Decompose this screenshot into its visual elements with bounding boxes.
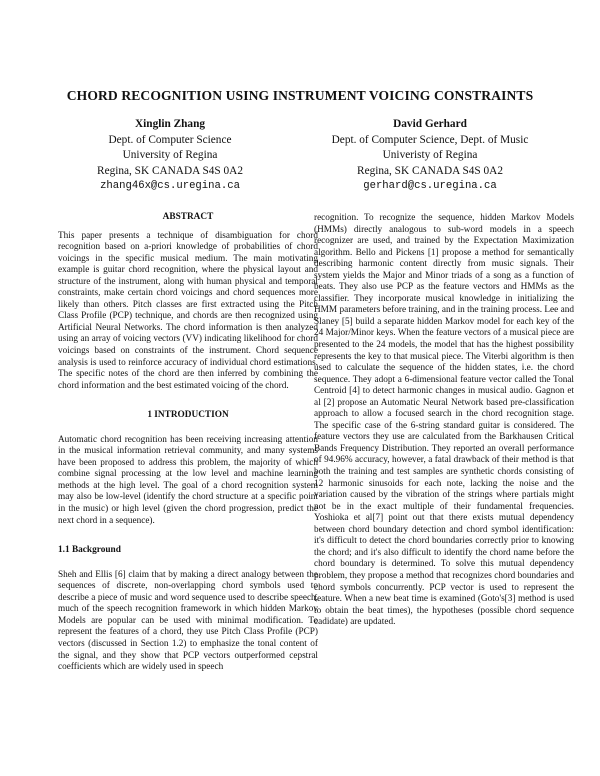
- author-name: David Gerhard: [393, 118, 467, 130]
- right-column: [314, 213, 574, 629]
- author-institution: Univeristy of Regina: [382, 149, 478, 161]
- background-text-left: Sheh and Ellis [6] claim that by making a direct analogy between the sequences of discrete, non-overlapping chord symbols used to describe a piece of music and word sequence used to describe speech, much of the speech recognition framework in which hidden Markov Models are popular can be used with minimal modification. To represent the features of a chord, they use Pitch Class Profile (PCP) vectors (discussed in Section 1.2) to emphasize the tonal content of the signal, and they show that PCP vectors outperformed cepstral coefficients which are widely used in speech: [58, 569, 318, 673]
- author-department: Dept. of Computer Science, Dept. of Music: [331, 133, 529, 146]
- introduction-text: Automatic chord recognition has been receiving increasing attention in the musical information retrieval community, and many systems have been proposed to address this problem, the majority of which combine signal processing at the low level and machine learning methods at the high level. The goal of a chord recognition system may also be low-level (identify the chord structure at a specific point in the music) or high level (given the chord progression, predict the next chord in a sequence).: [58, 434, 318, 526]
- abstract-text: This paper presents a technique of disambiguation for chord recognition based on a-priori knowledge of probabilities of chord voicings in the specific musical medium. The main motivating example is guitar chord recognition, where the physical layout and structure of the instrument, along with human physical and temporal constraints, make certain chord voicings and chord sequences more likely than others. Pitch classes are first extracted using the Pitch Class Profile (PCP) technique, and chords are then recognized using Artificial Neural Networks. The chord information is then analyzed using an array of voicing vectors (VV) indicating likelihood for chord voicings based on constraints of the instrument. Chord sequence analysis is used to reinforce accuracy of individual chord estimations. The specific notes of the chord are then inferred by combining the chord information and the best estimated voicing of the chord.: [58, 230, 318, 391]
- author-institution: University of Regina: [122, 149, 218, 161]
- author-department: Dept. of Computer Science: [108, 133, 232, 146]
- abstract-heading: ABSTRACT: [162, 212, 214, 222]
- introduction-heading: 1 INTRODUCTION: [147, 410, 229, 421]
- paper-title: CHORD RECOGNITION USING INSTRUMENT VOICING CONSTRAINTS: [66, 88, 534, 103]
- background-text-right: recognition. To recognize the sequence, hidden Markov Models (HMMs) directly analogous to sub-word models in a speech recognizer are used, and trained by the Expectation Maximization algorithm. Bello and Pickens [1] propose a method for semantically describing harmonic content directly from music signals. Their system yields the Major and Minor triads of a song as a function of beats. They also use PCP as the feature vectors and HMMs as the classifier. They incorporate musical knowledge in initializing the HMM parameters before training, and in the training process. Lee and Slaney [5] build a separate hidden Markov model for each key of the 24 Major/Minor keys. When the feature vectors of a musical piece are presented to the 24 models, the model that has the highest possibility represents the key to that musical piece. The Viterbi algorithm is then used to calculate the sequence of the hidden states, i.e. the chord sequence. They adopt a 6-dimensional feature vector called the Tonal Centroid [4] to detect harmonic changes in musical audio. Gagnon et al [2] propose an Automatic Neural Network based pre-classification approach to allow a focused search in the chord recognition stage. The specific case of the 6-string standard guitar is considered. The feature vectors they use are calculated from the Barkhausen Critical Bands Frequency Distribution. They reported an overall performance of 94.96% accuracy, however, a fatal drawback of their method is that both the training and test samples are synthetic chords consisting of 12 harmonic sinusoids for each note, lacking the noise and the variation caused by the vibration of the strings where partials might not be in the exact multiple of their fundamental frequencies. Yoshioka et al[7] point out that there exists mutual dependency between chord boundary detection and chord symbol identification: it's difficult to detect the chord boundaries correctly prior to knowing the chord; and it's also difficult to identify the chord name before the chord boundary is determined. To solve this mutual dependency problem, they propose a method that recognizes chord boundaries and chord symbols concurrently. PCP vector is used to represent the feature. When a new beat time is examined (Goto's[3] method is used to obtain the beat times), the hypotheses (possible chord sequence cadidate) are updated.: [314, 213, 574, 628]
- author-email: zhang46x@cs.uregina.ca: [100, 180, 240, 192]
- author-address: Regina, SK CANADA S4S 0A2: [97, 164, 243, 177]
- author-name: Xinglin Zhang: [134, 118, 205, 130]
- author-block-1: [40, 117, 300, 195]
- author-block-2: [300, 117, 560, 195]
- author-address: Regina, SK CANADA S4S 0A2: [357, 164, 503, 177]
- author-email: gerhard@cs.uregina.ca: [363, 180, 497, 192]
- left-column: [58, 212, 318, 674]
- background-heading: 1.1 Background: [58, 545, 121, 556]
